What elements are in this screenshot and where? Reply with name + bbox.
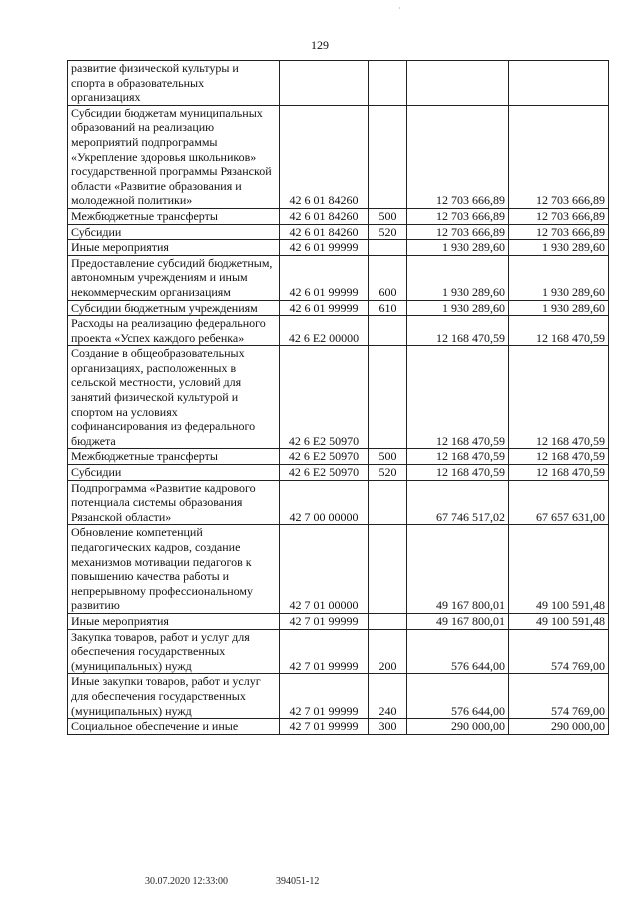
row-sum-year-2: 12 168 470,59 (509, 346, 609, 449)
scan-tick-mark: · (398, 4, 401, 13)
budget-table (67, 60, 609, 735)
row-sum-year-2: 12 703 666,89 (509, 224, 609, 240)
row-code: 42 6 01 99999 (280, 240, 369, 256)
row-code (280, 61, 369, 106)
row-sum-year-2: 12 703 666,89 (509, 208, 609, 224)
row-code: 42 6 E2 50970 (280, 346, 369, 449)
row-expense-type (369, 346, 407, 449)
row-code: 42 7 01 99999 (280, 629, 369, 674)
row-name: Закупка товаров, работ и услуг для обеспечения государственных (муниципальных) нужд (68, 629, 280, 674)
table-row (68, 613, 609, 629)
row-expense-type (369, 240, 407, 256)
row-sum-year-1: 576 644,00 (407, 674, 509, 719)
row-code: 42 6 01 84260 (280, 208, 369, 224)
row-name: Межбюджетные трансферты (68, 208, 280, 224)
row-code: 42 6 E2 50970 (280, 449, 369, 465)
row-code: 42 7 01 00000 (280, 525, 369, 614)
row-sum-year-2 (509, 61, 609, 106)
row-sum-year-1: 290 000,00 (407, 719, 509, 735)
row-sum-year-2: 12 168 470,59 (509, 465, 609, 481)
row-sum-year-1: 1 930 289,60 (407, 255, 509, 300)
row-sum-year-2: 574 769,00 (509, 629, 609, 674)
table-row (68, 105, 609, 208)
row-name: Межбюджетные трансферты (68, 449, 280, 465)
table-row (68, 480, 609, 525)
row-name: Расходы на реализацию федерального проекта «Успех каждого ребенка» (68, 316, 280, 346)
row-sum-year-2: 290 000,00 (509, 719, 609, 735)
table-row (68, 61, 609, 106)
row-code: 42 7 01 99999 (280, 613, 369, 629)
row-code: 42 6 01 99999 (280, 300, 369, 316)
row-name: развитие физической культуры и спорта в образовательных организациях (68, 61, 280, 106)
row-sum-year-1: 1 930 289,60 (407, 240, 509, 256)
row-name: Иные закупки товаров, работ и услуг для обеспечения государственных (муниципальных) нужд (68, 674, 280, 719)
row-sum-year-2: 1 930 289,60 (509, 240, 609, 256)
table-row (68, 674, 609, 719)
row-sum-year-2: 12 168 470,59 (509, 316, 609, 346)
table-row (68, 316, 609, 346)
row-expense-type (369, 61, 407, 106)
row-code: 42 6 01 99999 (280, 255, 369, 300)
row-code: 42 6 E2 50970 (280, 465, 369, 481)
row-expense-type: 500 (369, 208, 407, 224)
table-row (68, 300, 609, 316)
table-row (68, 719, 609, 735)
row-name: Создание в общеобразовательных организациях, расположенных в сельской местности, условий для занятий физической культурой и спортом на условиях софинансирования из федерального бюджета (68, 346, 280, 449)
row-sum-year-1: 1 930 289,60 (407, 300, 509, 316)
row-expense-type (369, 105, 407, 208)
row-sum-year-2: 49 100 591,48 (509, 525, 609, 614)
row-sum-year-2: 12 168 470,59 (509, 449, 609, 465)
row-sum-year-2: 49 100 591,48 (509, 613, 609, 629)
row-sum-year-1: 576 644,00 (407, 629, 509, 674)
row-code: 42 7 00 00000 (280, 480, 369, 525)
row-expense-type: 600 (369, 255, 407, 300)
row-sum-year-2: 1 930 289,60 (509, 300, 609, 316)
row-sum-year-1: 12 168 470,59 (407, 346, 509, 449)
row-expense-type (369, 480, 407, 525)
table-row (68, 525, 609, 614)
row-code: 42 7 01 99999 (280, 719, 369, 735)
page-number: 129 (311, 38, 329, 52)
row-sum-year-1: 67 746 517,02 (407, 480, 509, 525)
row-name: Иные мероприятия (68, 613, 280, 629)
row-name: Субсидии бюджетам муниципальных образований на реализацию мероприятий подпрограммы «Укрепление здоровья школьников» государственной программы Рязанской области «Развитие образования и молодежной политики» (68, 105, 280, 208)
row-sum-year-1: 12 168 470,59 (407, 465, 509, 481)
row-expense-type (369, 316, 407, 346)
row-expense-type: 200 (369, 629, 407, 674)
row-expense-type: 300 (369, 719, 407, 735)
row-sum-year-1 (407, 61, 509, 106)
table-row (68, 208, 609, 224)
table-row (68, 346, 609, 449)
row-code: 42 6 E2 00000 (280, 316, 369, 346)
row-sum-year-1: 49 167 800,01 (407, 613, 509, 629)
row-code: 42 6 01 84260 (280, 105, 369, 208)
row-name: Предоставление субсидий бюджетным, автономным учреждениям и иным некоммерческим организациям (68, 255, 280, 300)
row-code: 42 7 01 99999 (280, 674, 369, 719)
row-name: Обновление компетенций педагогических кадров, создание механизмов мотивации педагогов к повышению качества работы и непрерывному профессиональному развитию (68, 525, 280, 614)
row-expense-type: 500 (369, 449, 407, 465)
row-sum-year-1: 12 168 470,59 (407, 316, 509, 346)
table-row (68, 224, 609, 240)
table-row (68, 449, 609, 465)
row-expense-type: 520 (369, 224, 407, 240)
row-sum-year-1: 12 703 666,89 (407, 208, 509, 224)
footer-doc-code: 394051-12 (276, 876, 320, 887)
row-name: Субсидии (68, 224, 280, 240)
row-expense-type: 240 (369, 674, 407, 719)
row-expense-type (369, 613, 407, 629)
row-sum-year-1: 12 168 470,59 (407, 449, 509, 465)
row-sum-year-2: 67 657 631,00 (509, 480, 609, 525)
row-sum-year-1: 12 703 666,89 (407, 105, 509, 208)
table-row (68, 255, 609, 300)
row-name: Подпрограмма «Развитие кадрового потенциала системы образования Рязанской области» (68, 480, 280, 525)
row-name: Субсидии бюджетным учреждениям (68, 300, 280, 316)
row-name: Социальное обеспечение и иные (68, 719, 280, 735)
table-row (68, 240, 609, 256)
table-row (68, 629, 609, 674)
row-expense-type (369, 525, 407, 614)
row-sum-year-2: 12 703 666,89 (509, 105, 609, 208)
row-name: Иные мероприятия (68, 240, 280, 256)
row-sum-year-2: 574 769,00 (509, 674, 609, 719)
row-sum-year-1: 49 167 800,01 (407, 525, 509, 614)
row-expense-type: 520 (369, 465, 407, 481)
row-code: 42 6 01 84260 (280, 224, 369, 240)
row-sum-year-1: 12 703 666,89 (407, 224, 509, 240)
row-name: Субсидии (68, 465, 280, 481)
table-row (68, 465, 609, 481)
footer-datetime: 30.07.2020 12:33:00 (145, 876, 229, 887)
row-sum-year-2: 1 930 289,60 (509, 255, 609, 300)
row-expense-type: 610 (369, 300, 407, 316)
